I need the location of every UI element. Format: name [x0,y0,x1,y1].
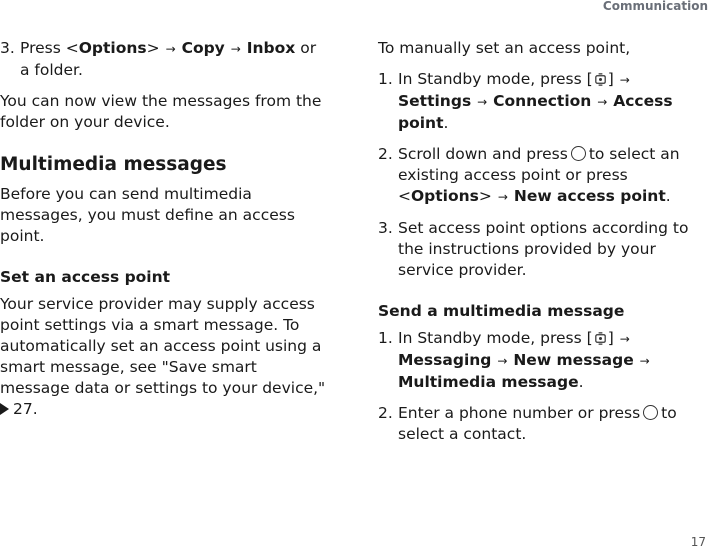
menu-softkey-icon [593,331,608,346]
left-column [0,38,330,430]
smart-message-paragraph [0,294,330,420]
step-1-open-settings [378,69,708,134]
step-number: 1. [378,329,393,347]
manual-setup-intro: To manually set an access point, [378,39,631,57]
access-point-label: Access point [398,92,673,132]
arrow-glyph: → [477,95,488,109]
step-2-select-access-point [378,144,708,208]
text: In Standby mode, press [ [398,70,593,88]
arrow-glyph: → [497,354,508,368]
text: . [443,114,449,132]
copy-label: Copy [181,39,225,57]
arrow-glyph: → [639,354,650,368]
page-number: 17 [690,535,706,549]
step-3-set-options [378,218,708,281]
arrow-glyph: → [165,42,176,56]
new-access-point-label: New access point [513,187,666,205]
step-number: 2. [378,145,393,163]
confirm-circle-icon [571,146,586,161]
step-number: 1. [378,70,393,88]
messaging-label: Messaging [398,351,492,369]
text: ] [607,70,614,88]
text: or a folder. [20,39,317,79]
text: Scroll down and press [398,145,568,163]
menu-softkey-icon [593,72,608,87]
step-number: 3. [0,39,15,57]
subheading-set-access-point: Set an access point [0,268,171,286]
step-2-enter-number [378,403,708,445]
connection-label: Connection [493,92,592,110]
arrow-glyph: → [230,42,241,56]
text: to select an existing access point or press < [398,145,680,205]
header-section-title: Communication [602,0,708,13]
text: Press < [20,39,79,57]
text: Set access point options according to the instructions provided by your service provider. [398,219,689,279]
step-number: 2. [378,404,393,422]
view-messages-paragraph: You can now view the messages from the folder on your device. [0,92,322,131]
options-label: Options [78,39,147,57]
step-1-open-messaging [378,328,708,393]
text: to select a contact. [398,404,677,443]
access-point-intro-paragraph: Before you can send multimedia messages, you must define an access point. [0,185,295,245]
arrow-glyph: → [597,95,608,109]
section-heading-multimedia: Multimedia messages [0,154,227,175]
arrow-glyph: → [497,190,508,204]
text: . [578,373,584,391]
inbox-label: Inbox [246,39,296,57]
text: ] [607,329,614,347]
settings-label: Settings [398,92,472,110]
options-label: Options [411,187,479,205]
page-reference: 27. [13,400,38,418]
text: > [146,39,160,57]
arrow-glyph: → [619,332,630,346]
subheading-send-multimedia: Send a multimedia message [378,302,625,320]
step-3-press-options [0,38,330,81]
text: > [478,187,492,205]
arrow-glyph: → [619,73,630,87]
reference-arrow-icon [0,403,9,415]
right-column [378,38,708,455]
confirm-circle-icon [643,405,658,420]
text: In Standby mode, press [ [398,329,593,347]
multimedia-message-label: Multimedia message [398,373,579,391]
step-number: 3. [378,219,393,237]
text: Enter a phone number or press [398,404,641,422]
new-message-label: New message [513,351,634,369]
text: Your service provider may supply access point settings via a smart message. To automatically set an access point using a smart message, see "Save smart message data or settings to your device," [0,295,326,397]
text: . [665,187,671,205]
